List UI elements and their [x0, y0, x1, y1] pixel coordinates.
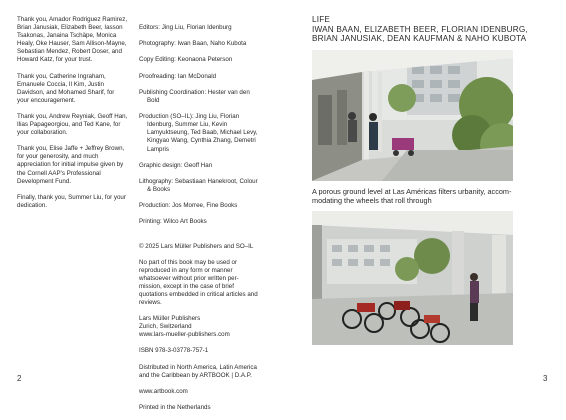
publisher-address: Lars Müller Publishers Zurich, Switzerland www.lars-mueller-publishers.com	[139, 315, 230, 339]
credit-line: Photography: Iwan Baan, Naho Kubota	[139, 40, 247, 48]
printed-notice: Printed in the Netherlands	[139, 403, 211, 411]
rights-notice: No part of this book may be used or reproduced in any form or manner whatsoever without prior written per-mission, except in the case of brief quotations embedded in critical articles and reviews.	[139, 258, 258, 307]
left-page	[0, 0, 283, 411]
acknowledgement-paragraph: Thank you, Amador Rodriguez Ramirez, Brian Janusiak, Elizabeth Beer, Iasson Tsakonas, Janaina Tschäpe, Monica Healy, Oke Hauser, Sam Allison-Mayne, Sebastian Mendez, Robert Doser, and Howard Katz, for your trust.	[17, 16, 128, 64]
credits-block	[139, 16, 259, 235]
distributor-website: www.artbook.com	[139, 387, 188, 395]
copyright-notice: © 2025 Lars Müller Publishers and SO–IL	[139, 242, 254, 250]
distribution-notice: Distributed in North America, Latin America and the Caribbean by ARTBOOK | D.A.P.	[139, 363, 257, 379]
credit-line: Production: Jos Morree, Fine Books	[139, 202, 238, 210]
credit-line: Printing: Wilco Art Books	[139, 218, 207, 226]
credit-line: Editors: Jing Liu, Florian Idenburg	[139, 24, 232, 32]
credit-line: Lithography: Sebastiaan Hanekroot, Colour & Books	[139, 177, 258, 193]
acknowledgement-paragraph: Thank you, Andrew Reyniak, Geoff Han, Ilias Papageorgiou, and Ted Kane, for your collaboration.	[17, 112, 128, 137]
photo-caption: A porous ground level at Las Américas filters urbanity, accom-modating the wheels that roll through	[312, 187, 512, 206]
acknowledgement-paragraph: Finally, thank you, Summer Liu, for your dedication.	[17, 193, 126, 209]
page-number-left: 2	[17, 374, 22, 383]
credit-line: Copy Editing: Keonaona Peterson	[139, 56, 233, 64]
colophon-column	[139, 16, 259, 420]
right-page	[283, 0, 566, 400]
photo-bicycle-parking	[312, 211, 513, 345]
section-headline: LIFE IWAN BAAN, ELIZABETH BEER, FLORIAN IDENBURG, BRIAN JANUSIAK, DEAN KAUFMAN & NAHO KUBOTA	[312, 15, 528, 44]
credit-line: Publishing Coordination: Hester van den Bold	[139, 88, 250, 104]
page-number-right: 3	[543, 374, 548, 383]
acknowledgement-paragraph: Thank you, Elise Jaffe + Jeffrey Brown, for your generosity, and much appreciation for initial impulse given by the Cornell AAP's Professional Development Fund.	[17, 145, 125, 185]
isbn: ISBN 978-3-03778-757-1	[139, 347, 209, 355]
credit-line: Graphic design: Geoff Han	[139, 161, 213, 169]
credit-line: Production (SO–IL): Jing Liu, Florian Idenburg, Summer Liu, Kevin Lamyuktseung, Ted Baab, Michael Levy, Kingyao Wang, Cynthia Zhang, Demetri Lampris	[139, 113, 258, 153]
photo-arcade-walkway	[312, 50, 513, 181]
credit-line: Proofreading: Ian McDonald	[139, 72, 217, 80]
acknowledgement-paragraph: Thank you, Catherine Ingraham, Emanuele Coccia, Il Kim, Justin Davidson, and Mohamed Sharif, for your encouragement.	[17, 72, 115, 104]
acknowledgements-column	[17, 16, 128, 218]
